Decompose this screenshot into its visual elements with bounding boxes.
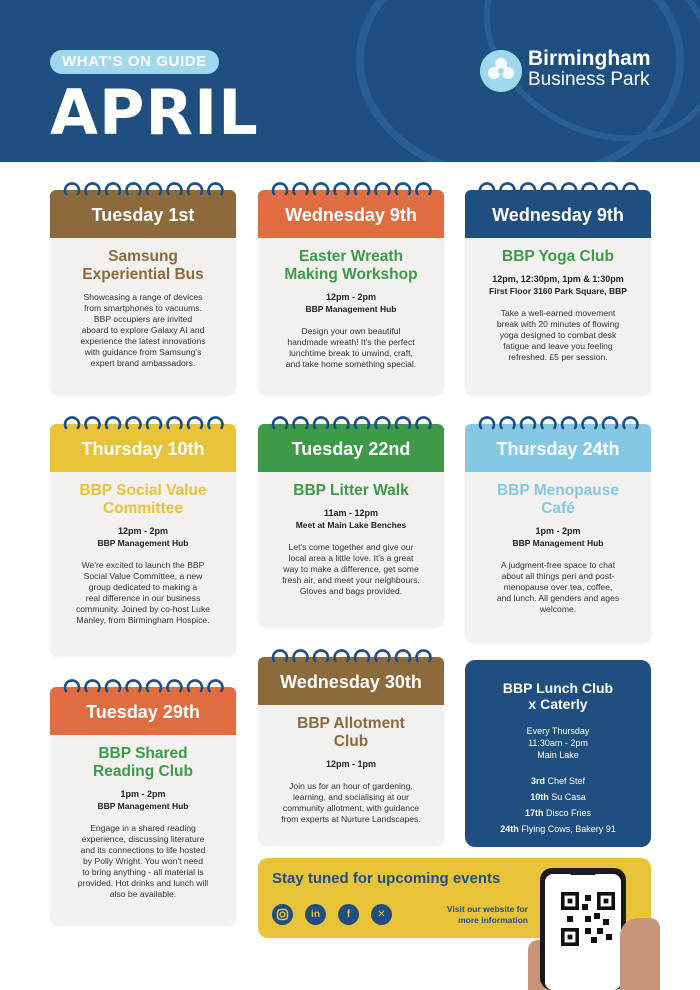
event-description: Join us for an hour of gardening, learning, and socialising at our community allotment, with guidance from experts at Nurture Landscapes. [281,781,421,824]
event-description: Showcasing a range of devices from smartphones to vacuums. BBP occupiers are invited aboard to explore Galaxy AI and experience the latest innovations with guidance from Samsung's expert brand ambassadors. [80,292,206,368]
event-description: We're excited to launch the BBP Social Value Committee, a new group dedicated to making a real difference in our business community. Joined by co-host Luke Manley, from Birmingham Hospice. [75,560,211,625]
instagram-icon[interactable] [272,904,293,925]
event-card [50,687,236,925]
event-title: BBP Shared Reading Club [93,745,193,780]
event-location: BBP Management Hub [97,538,189,548]
event-time: 12pm, 12:30pm, 1pm & 1:30pm [492,274,624,284]
binder-rings [62,178,224,200]
lunch-vendor: 17th Disco Fries [524,808,592,818]
event-location: Meet at Main Lake Benches [295,520,407,530]
event-date-header: Wednesday 30th [258,657,444,705]
event-description: Let's come together and give our local area a little love. It's a great way to make a difference, get some fresh air, and meet your neighbours. Gloves and bags provided. [282,542,420,596]
event-title: BBP Menopause Café [496,482,620,517]
event-time: 12pm - 1pm [325,759,376,769]
binder-rings [477,412,639,434]
event-time: 11am - 12pm [323,508,379,518]
phone-illustration [540,868,626,990]
binder-rings [62,675,224,697]
event-description: Design your own beautiful handmade wreath! It's the perfect lunchtime break to unwind, craft, and take home something special. [285,326,417,369]
event-card [50,424,236,656]
event-description: Engage in a shared reading experience, discussing literature and its connections to life hosted by Polly Wright. You won't need to bring anything - all material is provided. Hot drinks and lunch will also be available. [77,823,209,899]
qr-code-icon[interactable] [561,892,615,946]
event-title: Samsung Experiential Bus [82,248,204,283]
event-date-header: Wednesday 9th [258,190,444,238]
event-title: Easter Wreath Making Workshop [284,248,418,283]
event-card [258,424,444,627]
page-title: APRIL [50,76,259,149]
lunch-club-panel [465,660,651,847]
event-date-header: Thursday 10th [50,424,236,472]
lunch-title-line1: BBP Lunch Club [502,680,614,696]
event-time: 12pm - 2pm [117,526,168,536]
event-description: A judgment-free space to chat about all things peri and post- menopause over tea, coffee, and lunch. All genders and ages welcome. [496,560,620,614]
x-icon[interactable]: ✕ [371,904,392,925]
guide-label: WHAT'S ON GUIDE [50,50,219,74]
event-location: First Floor 3160 Park Square, BBP [489,286,627,296]
event-date-header: Tuesday 29th [50,687,236,735]
lunch-vendor: 10th Su Casa [530,792,586,802]
logo-line2: Business Park [528,69,650,90]
visit-website-text: Visit our website for more information [446,904,528,925]
event-title: BBP Allotment Club [297,715,405,750]
event-time: 12pm - 2pm [325,292,376,302]
event-time: 1pm - 2pm [535,526,581,536]
event-card [258,657,444,845]
event-location: BBP Management Hub [305,304,397,314]
event-card [258,190,444,395]
lunch-schedule-location: Main Lake [537,750,579,760]
event-date-header: Thursday 24th [465,424,651,472]
lunch-vendor: 3rd Chef Stef [530,776,586,786]
event-date-header: Tuesday 1st [50,190,236,238]
header [0,0,700,162]
binder-rings [62,412,224,434]
event-description: Take a well-earned movement break with 20 minutes of flowing yoga designed to combat desk fatigue and leave you feeling refreshed. £5 per session. [496,308,620,362]
hand-illustration [620,918,660,990]
stay-tuned-heading: Stay tuned for upcoming events [272,870,501,887]
event-card [465,424,651,642]
binder-rings [270,645,432,667]
event-card [465,190,651,395]
lunch-title-line2: x Caterly [528,696,588,712]
event-date-header: Tuesday 22nd [258,424,444,472]
lunch-schedule-time: 11:30am - 2pm [528,738,588,748]
facebook-icon[interactable]: f [338,904,359,925]
event-location: BBP Management Hub [512,538,604,548]
logo[interactable] [480,48,660,98]
event-title: BBP Litter Walk [293,482,409,499]
logo-flower-icon [480,50,522,92]
binder-rings [270,412,432,434]
event-title: BBP Yoga Club [502,248,614,265]
binder-rings [270,178,432,200]
event-date-header: Wednesday 9th [465,190,651,238]
logo-line1: Birmingham [528,47,651,70]
lunch-schedule-day: Every Thursday [526,726,590,736]
event-location: BBP Management Hub [97,801,189,811]
event-card [50,190,236,395]
linkedin-icon[interactable]: in [305,904,326,925]
event-time: 1pm - 2pm [120,789,166,799]
lunch-vendor: 24th Flying Cows, Bakery 91 [500,824,616,834]
binder-rings [477,178,639,200]
event-title: BBP Social Value Committee [79,482,207,517]
